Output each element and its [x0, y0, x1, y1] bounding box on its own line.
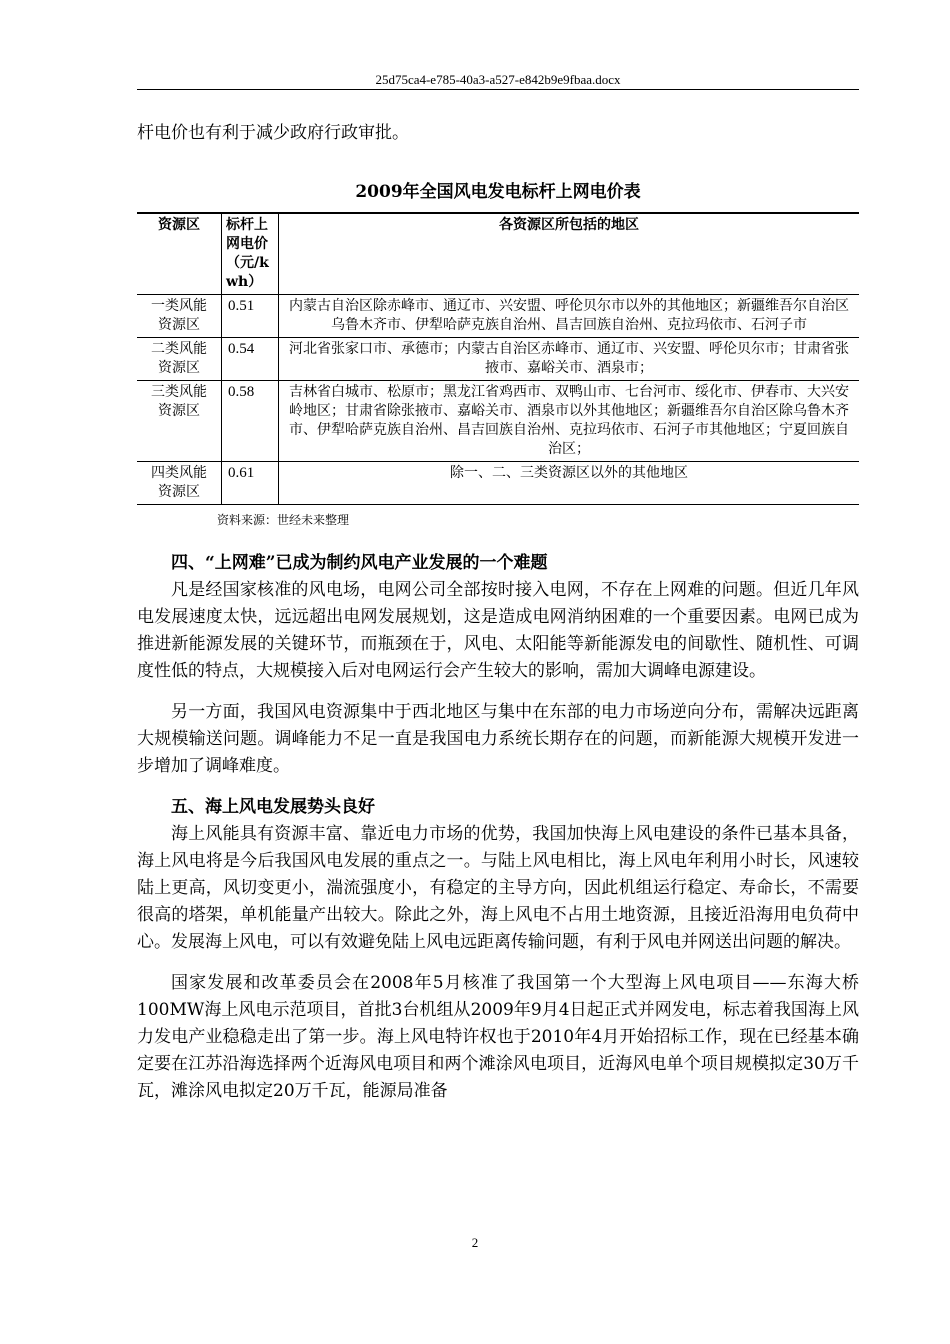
section-5-paragraph-1: 海上风能具有资源丰富、靠近电力市场的优势，我国加快海上风电建设的条件已基本具备，海上风电将是今后我国风电发展的重点之一。与陆上风电相比，海上风电年利用小时长，风速较陆上更高，风切变更小，湍流强度小，有稳定的主导方向，因此机组运行稳定、寿命长，不需要很高的塔架，单机能量产出较大。除此之外，海上风电不占用土地资源，且接近沿海用电负荷中心。发展海上风电，可以有效避免陆上风电远距离传输问题，有利于风电并网送出问题的解决。: [137, 824, 859, 952]
areas-cell: 内蒙古自治区除赤峰市、通辽市、兴安盟、呼伦贝尔市以外的其他地区；新疆维吾尔自治区乌鲁木齐市、伊犁哈萨克族自治州、昌吉回族自治州、克拉玛依市、石河子市: [279, 295, 860, 338]
table-header-row: [137, 213, 859, 295]
table-title: 2009年全国风电发电标杆上网电价表: [355, 182, 641, 202]
section-4-paragraph-1: 凡是经国家核准的风电场，电网公司全部按时接入电网，不存在上网难的问题。但近几年风电发展速度太快，远远超出电网发展规划，这是造成电网消纳困难的一个重要因素。电网已成为推进新能源发展的关键环节，而瓶颈在于，风电、太阳能等新能源发电的间歇性、随机性、可调度性低的特点，大规模接入后对电网运行会产生较大的影响，需加大调峰电源建设。: [137, 580, 859, 681]
areas-cell: 除一、二、三类资源区以外的其他地区: [279, 462, 860, 505]
price-table: [137, 212, 859, 505]
price-cell: 0.51: [222, 295, 279, 338]
document-filename: 25d75ca4-e785-40a3-a527-e842b9e9fbaa.docx: [375, 72, 621, 87]
section-5-heading: 五、海上风电发展势头良好: [171, 797, 375, 817]
page-number: 2: [471, 1235, 479, 1250]
table-row: [137, 295, 859, 338]
region-cell: 四类风能资源区: [137, 462, 222, 505]
table-source-note: 资料来源：世经未来整理: [217, 513, 350, 527]
price-cell: 0.58: [222, 381, 279, 462]
header-rule: [137, 89, 859, 90]
section-5-paragraph-2: 国家发展和改革委员会在2008年5月核准了我国第一个大型海上风电项目——东海大桥100MW海上风电示范项目，首批3台机组从2009年9月4日起正式并网发电，标志着我国海上风力发电产业稳稳走出了第一步。海上风电特许权也于2010年4月开始招标工作，现在已经基本确定要在江苏沿海选择两个近海风电项目和两个滩涂风电项目，近海风电单个项目规模拟定30万千瓦，滩涂风电拟定20万千瓦，能源局准备: [137, 973, 859, 1101]
header-region: 资源区: [137, 213, 222, 295]
table-row: [137, 338, 859, 381]
region-cell: 一类风能资源区: [137, 295, 222, 338]
table-row: [137, 381, 859, 462]
header-price: 标杆上网电价（元/kwh）: [222, 213, 279, 295]
areas-cell: 河北省张家口市、承德市；内蒙古自治区赤峰市、通辽市、兴安盟、呼伦贝尔市；甘肃省张掖市、嘉峪关市、酒泉市；: [279, 338, 860, 381]
section-4-heading: 四、“上网难”已成为制约风电产业发展的一个难题: [171, 553, 548, 573]
page-content: [137, 120, 859, 1105]
header-areas: 各资源区所包括的地区: [279, 213, 860, 295]
region-cell: 三类风能资源区: [137, 381, 222, 462]
price-cell: 0.54: [222, 338, 279, 381]
table-row: [137, 462, 859, 505]
intro-line: 杆电价也有利于减少政府行政审批。: [137, 123, 409, 143]
price-cell: 0.61: [222, 462, 279, 505]
areas-cell: 吉林省白城市、松原市；黑龙江省鸡西市、双鸭山市、七台河市、绥化市、伊春市、大兴安岭地区；甘肃省除张掖市、嘉峪关市、酒泉市以外其他地区；新疆维吾尔自治区除乌鲁木齐市、伊犁哈萨克族自治州、昌吉回族自治州、克拉玛依市、石河子市其他地区；宁夏回族自治区；: [279, 381, 860, 462]
region-cell: 二类风能资源区: [137, 338, 222, 381]
section-4-paragraph-2: 另一方面，我国风电资源集中于西北地区与集中在东部的电力市场逆向分布，需解决远距离大规模输送问题。调峰能力不足一直是我国电力系统长期存在的问题，而新能源大规模开发进一步增加了调峰难度。: [137, 702, 859, 776]
